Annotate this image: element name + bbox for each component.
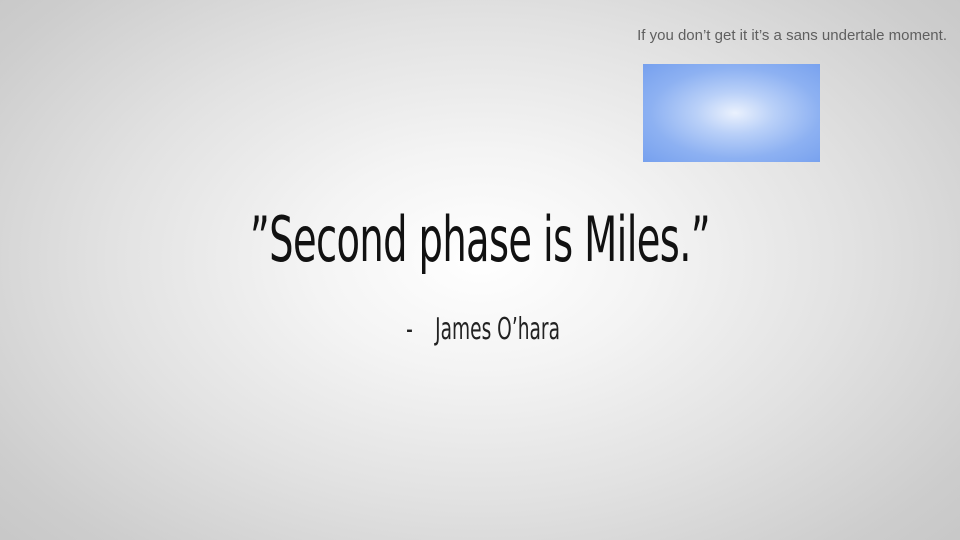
quote-text: ”Second phase is Miles.” [249, 203, 711, 276]
attribution-name: James O’hara [435, 312, 560, 347]
quote-attribution [185, 310, 780, 350]
blue-gradient-image [643, 64, 820, 162]
attribution-dash: - [406, 312, 413, 347]
footnote-text: If you don’t get it it’s a sans undertale moment. [637, 27, 947, 44]
